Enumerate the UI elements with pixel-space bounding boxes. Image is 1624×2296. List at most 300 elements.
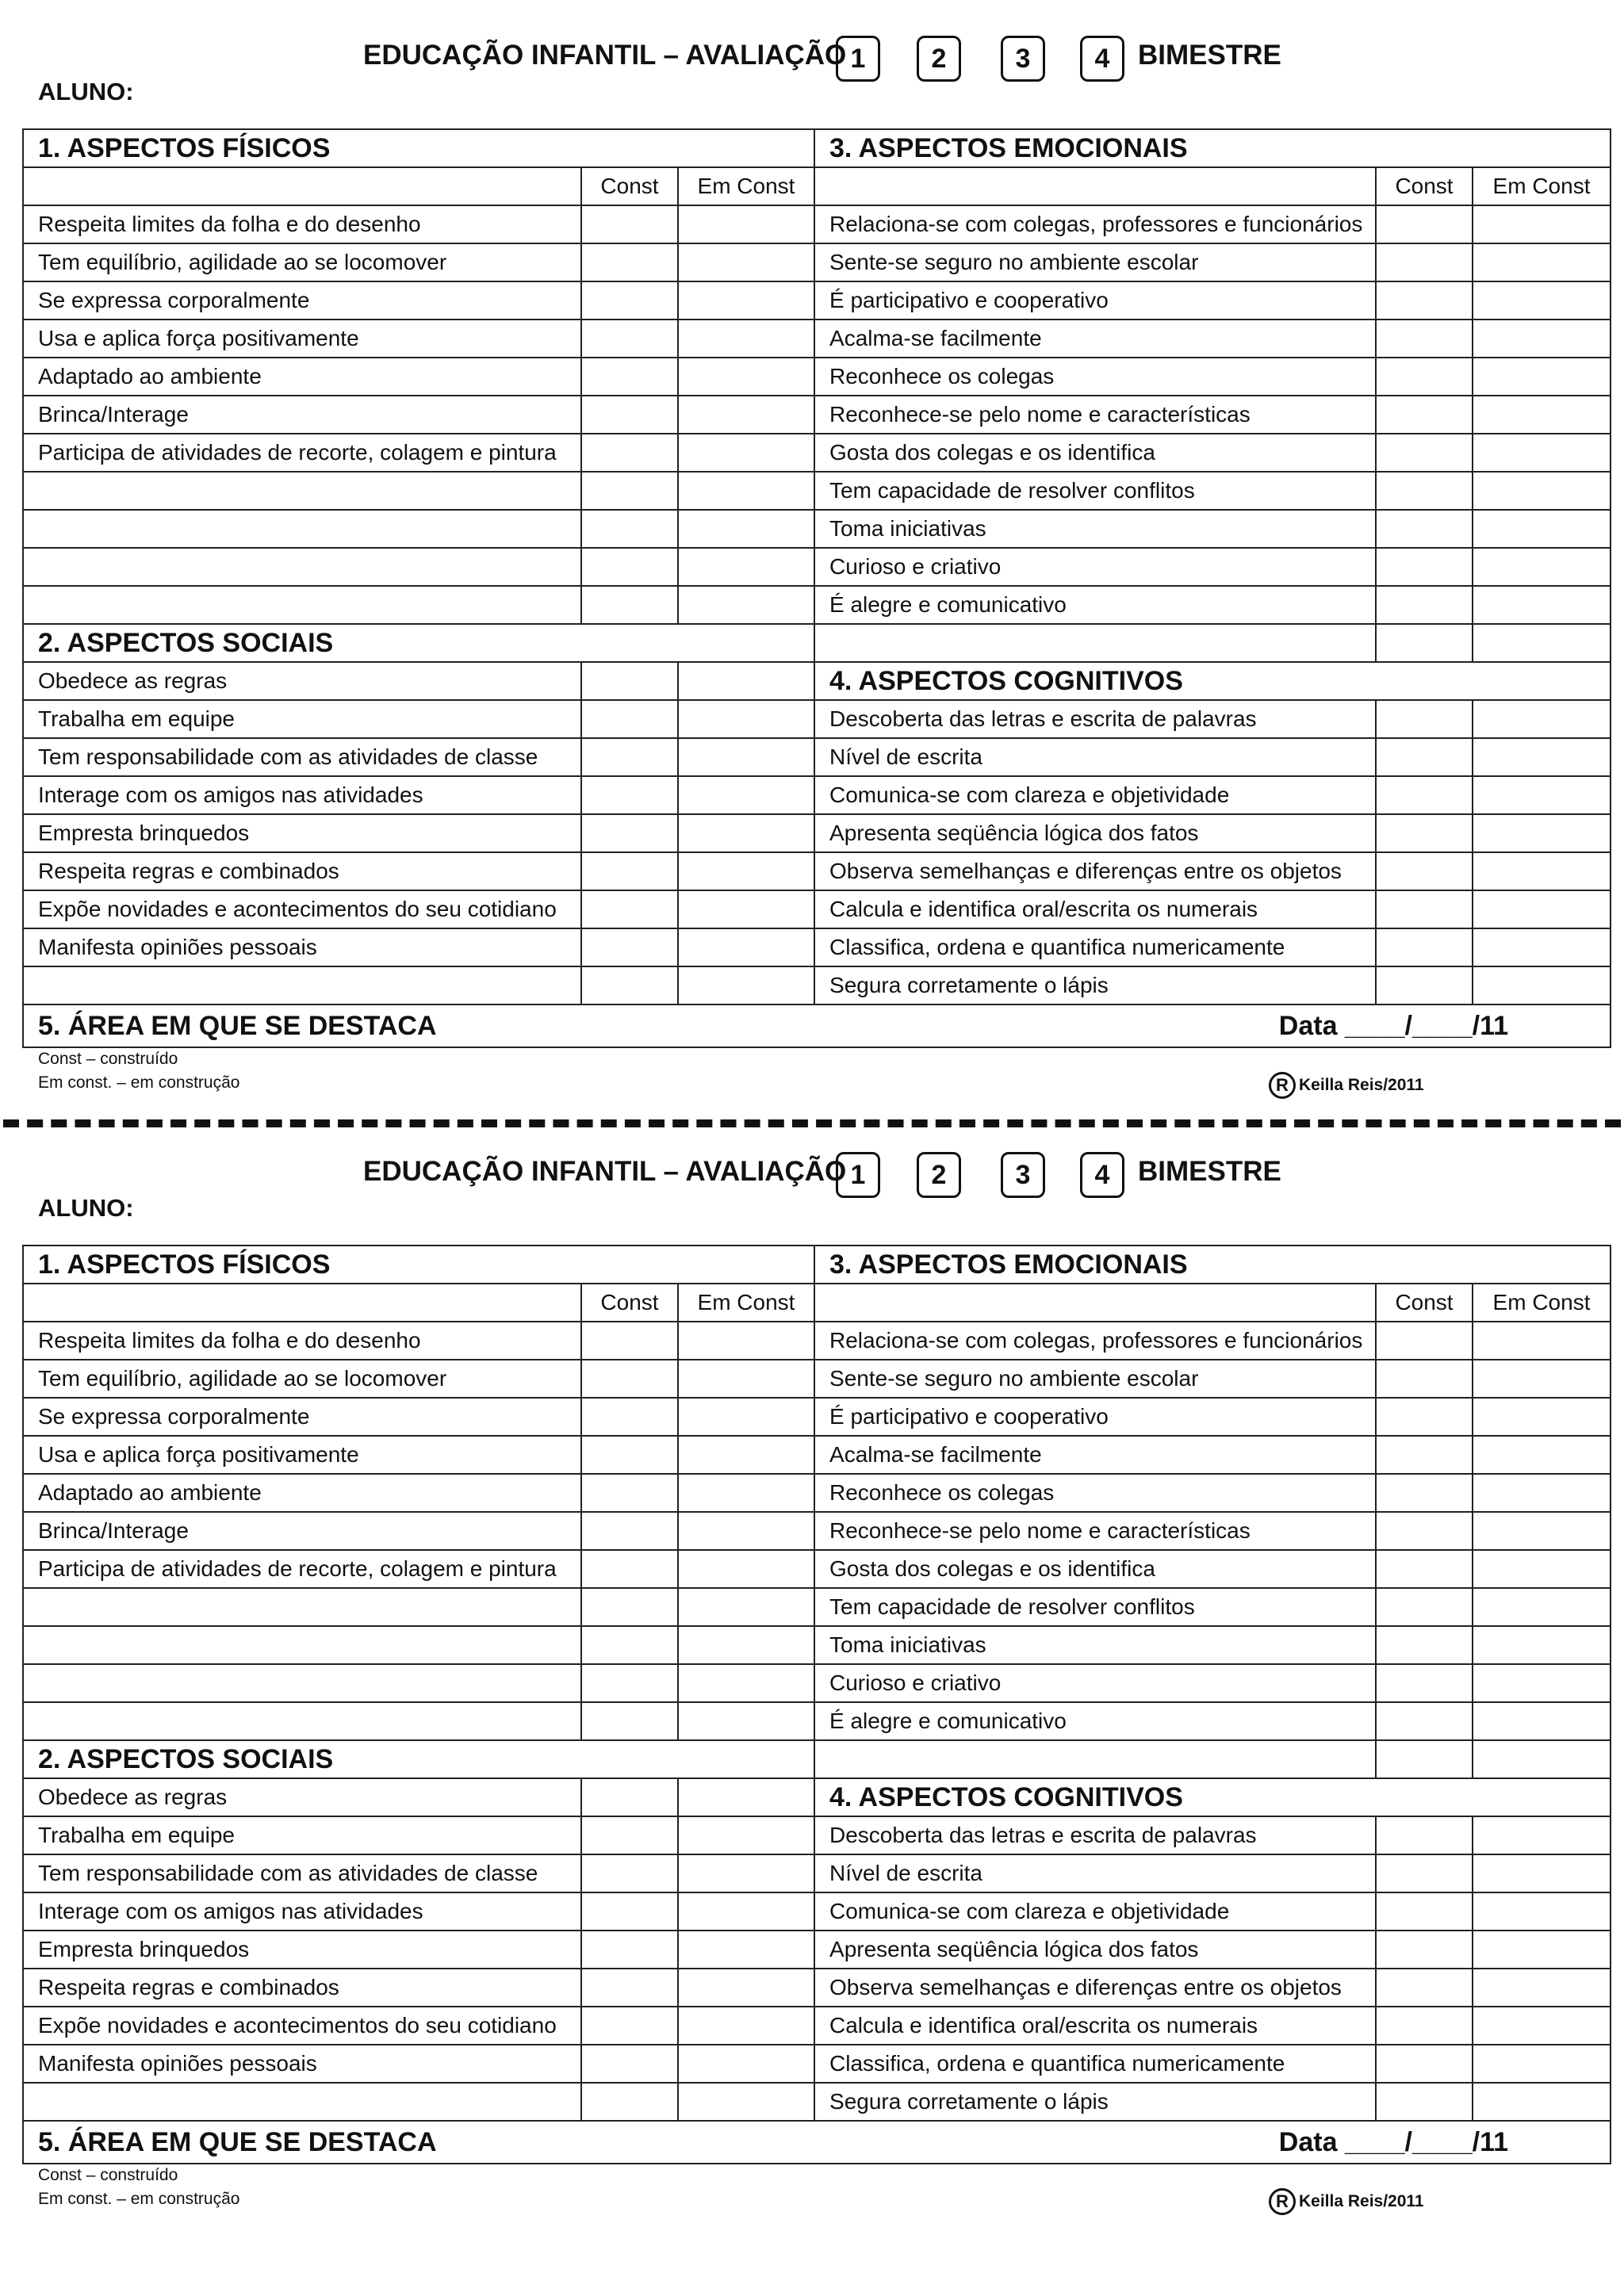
criterion-fisicos: Respeita limites da folha e do desenho bbox=[23, 205, 581, 243]
check-cell-const[interactable] bbox=[581, 320, 678, 358]
check-cell-const[interactable] bbox=[1376, 1702, 1473, 1740]
check-cell-const[interactable] bbox=[1376, 2083, 1473, 2121]
table-row bbox=[23, 1588, 1611, 1626]
check-cell-em-const[interactable] bbox=[1473, 1969, 1611, 2007]
check-cell-em-const[interactable] bbox=[678, 1474, 814, 1512]
section-title-fisicos: 1. ASPECTOS FÍSICOS bbox=[23, 129, 814, 167]
criterion-fisicos: Tem equilíbrio, agilidade ao se locomover bbox=[23, 243, 581, 281]
check-cell-em-const[interactable] bbox=[1473, 1854, 1611, 1892]
criterion-emocionais: Reconhece os colegas bbox=[814, 1474, 1376, 1512]
table-row bbox=[23, 1322, 1611, 1360]
check-cell-const[interactable] bbox=[1376, 1588, 1473, 1626]
table-row bbox=[23, 890, 1611, 928]
aluno-label: ALUNO: bbox=[38, 78, 134, 105]
check-cell-em-const[interactable] bbox=[1473, 320, 1611, 358]
table-row bbox=[23, 396, 1611, 434]
check-cell-const[interactable] bbox=[1376, 624, 1473, 662]
check-cell-const[interactable] bbox=[1376, 1664, 1473, 1702]
criterion-cognitivos: Descoberta das letras e escrita de palavras bbox=[814, 1816, 1376, 1854]
bimestre-option-2[interactable]: 2 bbox=[917, 36, 961, 82]
check-cell-const[interactable] bbox=[1376, 1931, 1473, 1969]
table-row bbox=[23, 1360, 1611, 1398]
check-cell-em-const[interactable] bbox=[678, 205, 814, 243]
check-cell-em-const[interactable] bbox=[678, 472, 814, 510]
check-cell-const[interactable] bbox=[1376, 548, 1473, 586]
check-cell-em-const[interactable] bbox=[1473, 1550, 1611, 1588]
check-cell-em-const[interactable] bbox=[678, 1664, 814, 1702]
criterion-cognitivos: Segura corretamente o lápis bbox=[814, 966, 1376, 1004]
check-cell-const[interactable] bbox=[581, 738, 678, 776]
criterion-emocionais: Reconhece-se pelo nome e características bbox=[814, 1512, 1376, 1550]
check-cell-em-const[interactable] bbox=[1473, 776, 1611, 814]
table-row bbox=[23, 586, 1611, 624]
check-cell-em-const[interactable] bbox=[678, 548, 814, 586]
check-cell-em-const[interactable] bbox=[1473, 2083, 1611, 2121]
check-cell-const[interactable] bbox=[581, 814, 678, 852]
check-cell-em-const[interactable] bbox=[678, 1398, 814, 1436]
check-cell-em-const[interactable] bbox=[1473, 2007, 1611, 2045]
criterion-sociais: Expõe novidades e acontecimentos do seu cotidiano bbox=[23, 890, 581, 928]
check-cell-em-const[interactable] bbox=[1473, 2045, 1611, 2083]
check-cell-const[interactable] bbox=[581, 700, 678, 738]
criterion-emocionais: Sente-se seguro no ambiente escolar bbox=[814, 1360, 1376, 1398]
criterion-sociais bbox=[23, 966, 581, 1004]
check-cell-em-const[interactable] bbox=[678, 396, 814, 434]
check-cell-em-const[interactable] bbox=[678, 890, 814, 928]
table-row bbox=[23, 1702, 1611, 1740]
table-row bbox=[23, 2045, 1611, 2083]
section-title-sociais: 2. ASPECTOS SOCIAIS bbox=[23, 624, 814, 662]
aluno-label: ALUNO: bbox=[38, 1194, 134, 1222]
criterion-sociais: Respeita regras e combinados bbox=[23, 1969, 581, 2007]
check-cell-em-const[interactable] bbox=[1473, 434, 1611, 472]
criterion-fisicos bbox=[23, 510, 581, 548]
blank-cell bbox=[23, 1284, 581, 1322]
check-cell-const[interactable] bbox=[1376, 586, 1473, 624]
table-row bbox=[23, 243, 1611, 281]
check-cell-const[interactable] bbox=[581, 2045, 678, 2083]
table-row bbox=[23, 814, 1611, 852]
check-cell-em-const[interactable] bbox=[678, 510, 814, 548]
check-cell-em-const[interactable] bbox=[1473, 510, 1611, 548]
check-cell-em-const[interactable] bbox=[1473, 700, 1611, 738]
check-cell-em-const[interactable] bbox=[1473, 281, 1611, 320]
check-cell-em-const[interactable] bbox=[1473, 624, 1611, 662]
check-cell-em-const[interactable] bbox=[678, 1892, 814, 1931]
check-cell-em-const[interactable] bbox=[1473, 358, 1611, 396]
check-cell-const[interactable] bbox=[581, 205, 678, 243]
check-cell-const[interactable] bbox=[1376, 434, 1473, 472]
criterion-cognitivos: Descoberta das letras e escrita de palavras bbox=[814, 700, 1376, 738]
check-cell-em-const[interactable] bbox=[678, 434, 814, 472]
table-row bbox=[23, 1892, 1611, 1931]
criterion-sociais: Expõe novidades e acontecimentos do seu cotidiano bbox=[23, 2007, 581, 2045]
check-cell-em-const[interactable] bbox=[1473, 472, 1611, 510]
criterion-cognitivos: Apresenta seqüência lógica dos fatos bbox=[814, 814, 1376, 852]
check-cell-em-const[interactable] bbox=[678, 928, 814, 966]
check-cell-const[interactable] bbox=[1376, 738, 1473, 776]
check-cell-em-const[interactable] bbox=[1473, 928, 1611, 966]
check-cell-const[interactable] bbox=[581, 358, 678, 396]
table-row bbox=[23, 1474, 1611, 1512]
criterion-fisicos bbox=[23, 1664, 581, 1702]
check-cell-const[interactable] bbox=[581, 2007, 678, 2045]
check-cell-const[interactable] bbox=[1376, 472, 1473, 510]
check-cell-const[interactable] bbox=[1376, 890, 1473, 928]
blank-cell bbox=[814, 167, 1376, 205]
check-cell-em-const[interactable] bbox=[1473, 205, 1611, 243]
check-cell-em-const[interactable] bbox=[1473, 1892, 1611, 1931]
table-row bbox=[23, 1398, 1611, 1436]
table-row bbox=[23, 472, 1611, 510]
criterion-sociais: Empresta brinquedos bbox=[23, 814, 581, 852]
check-cell-const[interactable] bbox=[581, 1816, 678, 1854]
check-cell-const[interactable] bbox=[581, 396, 678, 434]
check-cell-em-const[interactable] bbox=[678, 738, 814, 776]
check-cell-em-const[interactable] bbox=[1473, 1398, 1611, 1436]
check-cell-const[interactable] bbox=[1376, 1892, 1473, 1931]
destaque-row bbox=[23, 1004, 1611, 1047]
check-cell-const[interactable] bbox=[1376, 1854, 1473, 1892]
registered-icon: R bbox=[1269, 2188, 1296, 2215]
check-cell-const[interactable] bbox=[1376, 2045, 1473, 2083]
check-cell-const[interactable] bbox=[581, 1360, 678, 1398]
check-cell-em-const[interactable] bbox=[678, 1436, 814, 1474]
criterion-emocionais: Relaciona-se com colegas, professores e funcionários bbox=[814, 205, 1376, 243]
criterion-sociais: Respeita regras e combinados bbox=[23, 852, 581, 890]
check-cell-em-const[interactable] bbox=[678, 814, 814, 852]
section-title-destaque: 5. ÁREA EM QUE SE DESTACA bbox=[38, 1010, 437, 1041]
column-header-em-const: Em Const bbox=[678, 167, 814, 205]
criterion-sociais: Obedece as regras bbox=[23, 1778, 581, 1816]
criterion-emocionais: Gosta dos colegas e os identifica bbox=[814, 1550, 1376, 1588]
criterion-cognitivos: Calcula e identifica oral/escrita os numerais bbox=[814, 890, 1376, 928]
check-cell-const[interactable] bbox=[1376, 2007, 1473, 2045]
criterion-sociais: Manifesta opiniões pessoais bbox=[23, 928, 581, 966]
check-cell-em-const[interactable] bbox=[1473, 1512, 1611, 1550]
legend-em-const: Em const. – em construção bbox=[38, 1073, 240, 1092]
date-field[interactable]: Data ____/____/11 bbox=[1278, 2126, 1509, 2157]
check-cell-const[interactable] bbox=[581, 1474, 678, 1512]
check-cell-em-const[interactable] bbox=[678, 1854, 814, 1892]
check-cell-em-const[interactable] bbox=[1473, 1816, 1611, 1854]
criterion-fisicos bbox=[23, 1588, 581, 1626]
criterion-emocionais: Reconhece os colegas bbox=[814, 358, 1376, 396]
check-cell-const[interactable] bbox=[581, 966, 678, 1004]
check-cell-const[interactable] bbox=[1376, 814, 1473, 852]
check-cell-const[interactable] bbox=[581, 472, 678, 510]
table-row bbox=[23, 776, 1611, 814]
credit bbox=[1269, 2188, 1424, 2215]
section-title-cognitivos: 4. ASPECTOS COGNITIVOS bbox=[814, 1778, 1611, 1816]
check-cell-em-const[interactable] bbox=[1473, 1664, 1611, 1702]
credit-text: Keilla Reis/2011 bbox=[1299, 2192, 1424, 2210]
check-cell-const[interactable] bbox=[1376, 852, 1473, 890]
check-cell-const[interactable] bbox=[581, 1550, 678, 1588]
table-row bbox=[23, 1664, 1611, 1702]
column-header-em-const: Em Const bbox=[1473, 1284, 1611, 1322]
criterion-fisicos bbox=[23, 472, 581, 510]
criterion-cognitivos: Observa semelhanças e diferenças entre os objetos bbox=[814, 852, 1376, 890]
check-cell-em-const[interactable] bbox=[1473, 1474, 1611, 1512]
criterion-emocionais: Curioso e criativo bbox=[814, 1664, 1376, 1702]
evaluation-table bbox=[22, 1245, 1611, 2164]
check-cell-const[interactable] bbox=[581, 1398, 678, 1436]
criterion-emocionais: Curioso e criativo bbox=[814, 548, 1376, 586]
column-header-const: Const bbox=[581, 167, 678, 205]
check-cell-const[interactable] bbox=[581, 434, 678, 472]
check-cell-em-const[interactable] bbox=[1473, 852, 1611, 890]
check-cell-const[interactable] bbox=[581, 548, 678, 586]
criterion-sociais: Manifesta opiniões pessoais bbox=[23, 2045, 581, 2083]
check-cell-const[interactable] bbox=[581, 928, 678, 966]
criterion-fisicos: Se expressa corporalmente bbox=[23, 281, 581, 320]
criterion-cognitivos: Calcula e identifica oral/escrita os numerais bbox=[814, 2007, 1376, 2045]
criterion-cognitivos: Observa semelhanças e diferenças entre os objetos bbox=[814, 1969, 1376, 2007]
check-cell-const[interactable] bbox=[581, 1892, 678, 1931]
column-header-const: Const bbox=[1376, 1284, 1473, 1322]
criterion-fisicos: Usa e aplica força positivamente bbox=[23, 1436, 581, 1474]
criterion-cognitivos: Comunica-se com clareza e objetividade bbox=[814, 776, 1376, 814]
check-cell-const[interactable] bbox=[581, 281, 678, 320]
criterion-fisicos: Tem equilíbrio, agilidade ao se locomover bbox=[23, 1360, 581, 1398]
check-cell-em-const[interactable] bbox=[1473, 814, 1611, 852]
bimestre-option-1[interactable]: 1 bbox=[836, 1152, 880, 1198]
check-cell-const[interactable] bbox=[581, 1854, 678, 1892]
check-cell-const[interactable] bbox=[1376, 243, 1473, 281]
check-cell-const[interactable] bbox=[581, 1512, 678, 1550]
form-title: EDUCAÇÃO INFANTIL – AVALIAÇÃO bbox=[363, 1156, 847, 1187]
evaluation-table bbox=[22, 128, 1611, 1048]
check-cell-const[interactable] bbox=[581, 1436, 678, 1474]
criterion-emocionais: É participativo e cooperativo bbox=[814, 1398, 1376, 1436]
check-cell-const[interactable] bbox=[581, 852, 678, 890]
check-cell-em-const[interactable] bbox=[1473, 396, 1611, 434]
check-cell-em-const[interactable] bbox=[1473, 1626, 1611, 1664]
criterion-cognitivos: Classifica, ordena e quantifica numericamente bbox=[814, 928, 1376, 966]
criterion-fisicos: Participa de atividades de recorte, colagem e pintura bbox=[23, 1550, 581, 1588]
cut-line bbox=[3, 1119, 1621, 1127]
criterion-emocionais: Sente-se seguro no ambiente escolar bbox=[814, 243, 1376, 281]
check-cell-em-const[interactable] bbox=[678, 1778, 814, 1816]
check-cell-em-const[interactable] bbox=[678, 1702, 814, 1740]
check-cell-const[interactable] bbox=[581, 510, 678, 548]
criterion-cognitivos: Comunica-se com clareza e objetividade bbox=[814, 1892, 1376, 1931]
check-cell-const[interactable] bbox=[581, 662, 678, 700]
section-title-cognitivos: 4. ASPECTOS COGNITIVOS bbox=[814, 662, 1611, 700]
check-cell-const[interactable] bbox=[1376, 700, 1473, 738]
blank-cell bbox=[814, 1284, 1376, 1322]
check-cell-const[interactable] bbox=[1376, 1512, 1473, 1550]
check-cell-const[interactable] bbox=[1376, 1550, 1473, 1588]
criterion-emocionais: Acalma-se facilmente bbox=[814, 320, 1376, 358]
criterion-sociais: Obedece as regras bbox=[23, 662, 581, 700]
criterion-emocionais: Gosta dos colegas e os identifica bbox=[814, 434, 1376, 472]
check-cell-const[interactable] bbox=[1376, 1360, 1473, 1398]
check-cell-em-const[interactable] bbox=[678, 1931, 814, 1969]
bimestre-option-4[interactable]: 4 bbox=[1080, 1152, 1124, 1198]
check-cell-em-const[interactable] bbox=[1473, 548, 1611, 586]
check-cell-em-const[interactable] bbox=[678, 2045, 814, 2083]
check-cell-const[interactable] bbox=[1376, 320, 1473, 358]
criterion-cognitivos: Apresenta seqüência lógica dos fatos bbox=[814, 1931, 1376, 1969]
criterion-fisicos: Brinca/Interage bbox=[23, 396, 581, 434]
criterion-fisicos: Brinca/Interage bbox=[23, 1512, 581, 1550]
check-cell-em-const[interactable] bbox=[1473, 890, 1611, 928]
check-cell-em-const[interactable] bbox=[1473, 1360, 1611, 1398]
table-row bbox=[23, 1854, 1611, 1892]
criterion-sociais bbox=[23, 2083, 581, 2121]
check-cell-const[interactable] bbox=[581, 776, 678, 814]
check-cell-const[interactable] bbox=[581, 1322, 678, 1360]
bimestre-option-2[interactable]: 2 bbox=[917, 1152, 961, 1198]
check-cell-em-const[interactable] bbox=[678, 1816, 814, 1854]
criterion-fisicos: Adaptado ao ambiente bbox=[23, 1474, 581, 1512]
date-field[interactable]: Data ____/____/11 bbox=[1278, 1010, 1509, 1041]
check-cell-em-const[interactable] bbox=[1473, 243, 1611, 281]
check-cell-em-const[interactable] bbox=[678, 243, 814, 281]
check-cell-em-const[interactable] bbox=[678, 966, 814, 1004]
check-cell-const[interactable] bbox=[1376, 1436, 1473, 1474]
check-cell-em-const[interactable] bbox=[678, 281, 814, 320]
table-row bbox=[23, 738, 1611, 776]
bimestre-option-3[interactable]: 3 bbox=[1001, 36, 1045, 82]
check-cell-em-const[interactable] bbox=[678, 1588, 814, 1626]
check-cell-const[interactable] bbox=[1376, 1740, 1473, 1778]
check-cell-em-const[interactable] bbox=[678, 358, 814, 396]
criterion-cognitivos: Nível de escrita bbox=[814, 1854, 1376, 1892]
column-header-em-const: Em Const bbox=[678, 1284, 814, 1322]
check-cell-const[interactable] bbox=[581, 1626, 678, 1664]
check-cell-const[interactable] bbox=[1376, 281, 1473, 320]
column-header-const: Const bbox=[1376, 167, 1473, 205]
check-cell-em-const[interactable] bbox=[678, 700, 814, 738]
criterion-sociais: Trabalha em equipe bbox=[23, 700, 581, 738]
criterion-cognitivos: Segura corretamente o lápis bbox=[814, 2083, 1376, 2121]
check-cell-const[interactable] bbox=[1376, 205, 1473, 243]
bimestre-option-3[interactable]: 3 bbox=[1001, 1152, 1045, 1198]
credit-text: Keilla Reis/2011 bbox=[1299, 1076, 1424, 1094]
criterion-fisicos: Se expressa corporalmente bbox=[23, 1398, 581, 1436]
check-cell-const[interactable] bbox=[581, 1969, 678, 2007]
legend-const: Const – construído bbox=[38, 2166, 178, 2184]
check-cell-em-const[interactable] bbox=[1473, 1436, 1611, 1474]
check-cell-em-const[interactable] bbox=[678, 1322, 814, 1360]
criterion-sociais: Tem responsabilidade com as atividades de classe bbox=[23, 738, 581, 776]
check-cell-em-const[interactable] bbox=[678, 2083, 814, 2121]
check-cell-const[interactable] bbox=[1376, 1969, 1473, 2007]
check-cell-em-const[interactable] bbox=[678, 776, 814, 814]
criterion-fisicos bbox=[23, 586, 581, 624]
check-cell-const[interactable] bbox=[1376, 510, 1473, 548]
check-cell-em-const[interactable] bbox=[678, 2007, 814, 2045]
check-cell-const[interactable] bbox=[1376, 358, 1473, 396]
criterion-emocionais: Relaciona-se com colegas, professores e funcionários bbox=[814, 1322, 1376, 1360]
check-cell-em-const[interactable] bbox=[678, 852, 814, 890]
check-cell-const[interactable] bbox=[581, 586, 678, 624]
check-cell-const[interactable] bbox=[581, 1931, 678, 1969]
criterion-emocionais: Acalma-se facilmente bbox=[814, 1436, 1376, 1474]
criterion-fisicos bbox=[23, 1702, 581, 1740]
legend-em-const: Em const. – em construção bbox=[38, 2190, 240, 2208]
check-cell-em-const[interactable] bbox=[1473, 1322, 1611, 1360]
column-header-const: Const bbox=[581, 1284, 678, 1322]
column-header-em-const: Em Const bbox=[1473, 167, 1611, 205]
check-cell-const[interactable] bbox=[1376, 1816, 1473, 1854]
check-cell-em-const[interactable] bbox=[678, 1550, 814, 1588]
blank-cell bbox=[814, 1740, 1376, 1778]
table-row bbox=[23, 1512, 1611, 1550]
table-row bbox=[23, 928, 1611, 966]
criterion-cognitivos: Classifica, ordena e quantifica numericamente bbox=[814, 2045, 1376, 2083]
table-row bbox=[23, 510, 1611, 548]
table-row bbox=[23, 1626, 1611, 1664]
check-cell-const[interactable] bbox=[1376, 396, 1473, 434]
section-title-emocionais: 3. ASPECTOS EMOCIONAIS bbox=[814, 129, 1611, 167]
check-cell-em-const[interactable] bbox=[678, 1626, 814, 1664]
check-cell-const[interactable] bbox=[581, 1778, 678, 1816]
check-cell-const[interactable] bbox=[1376, 1398, 1473, 1436]
check-cell-const[interactable] bbox=[1376, 776, 1473, 814]
check-cell-em-const[interactable] bbox=[678, 320, 814, 358]
check-cell-em-const[interactable] bbox=[678, 1360, 814, 1398]
legend-const: Const – construído bbox=[38, 1050, 178, 1068]
check-cell-const[interactable] bbox=[581, 890, 678, 928]
check-cell-em-const[interactable] bbox=[1473, 738, 1611, 776]
check-cell-em-const[interactable] bbox=[678, 1969, 814, 2007]
registered-icon: R bbox=[1269, 1072, 1296, 1099]
table-row bbox=[23, 966, 1611, 1004]
table-row bbox=[23, 281, 1611, 320]
check-cell-em-const[interactable] bbox=[1473, 1740, 1611, 1778]
criterion-emocionais: É participativo e cooperativo bbox=[814, 281, 1376, 320]
check-cell-em-const[interactable] bbox=[678, 1512, 814, 1550]
table-row bbox=[23, 2083, 1611, 2121]
criterion-cognitivos: Nível de escrita bbox=[814, 738, 1376, 776]
check-cell-const[interactable] bbox=[581, 1702, 678, 1740]
check-cell-const[interactable] bbox=[1376, 1626, 1473, 1664]
check-cell-em-const[interactable] bbox=[1473, 1702, 1611, 1740]
check-cell-const[interactable] bbox=[1376, 928, 1473, 966]
check-cell-const[interactable] bbox=[1376, 1474, 1473, 1512]
check-cell-const[interactable] bbox=[1376, 1322, 1473, 1360]
check-cell-em-const[interactable] bbox=[1473, 1588, 1611, 1626]
check-cell-em-const[interactable] bbox=[678, 586, 814, 624]
table-row bbox=[23, 548, 1611, 586]
check-cell-const[interactable] bbox=[581, 2083, 678, 2121]
check-cell-em-const[interactable] bbox=[1473, 1931, 1611, 1969]
check-cell-const[interactable] bbox=[581, 1664, 678, 1702]
check-cell-const[interactable] bbox=[1376, 966, 1473, 1004]
bimestre-option-4[interactable]: 4 bbox=[1080, 36, 1124, 82]
check-cell-em-const[interactable] bbox=[678, 662, 814, 700]
criterion-fisicos bbox=[23, 548, 581, 586]
check-cell-em-const[interactable] bbox=[1473, 966, 1611, 1004]
destaque-row bbox=[23, 2121, 1611, 2164]
check-cell-const[interactable] bbox=[581, 1588, 678, 1626]
criterion-emocionais: Toma iniciativas bbox=[814, 510, 1376, 548]
section-title-sociais: 2. ASPECTOS SOCIAIS bbox=[23, 1740, 814, 1778]
criterion-fisicos: Participa de atividades de recorte, colagem e pintura bbox=[23, 434, 581, 472]
criterion-emocionais: Reconhece-se pelo nome e características bbox=[814, 396, 1376, 434]
check-cell-const[interactable] bbox=[581, 243, 678, 281]
table-row bbox=[23, 1969, 1611, 2007]
blank-cell bbox=[23, 167, 581, 205]
criterion-sociais: Empresta brinquedos bbox=[23, 1931, 581, 1969]
check-cell-em-const[interactable] bbox=[1473, 586, 1611, 624]
bimestre-option-1[interactable]: 1 bbox=[836, 36, 880, 82]
table-row bbox=[23, 205, 1611, 243]
